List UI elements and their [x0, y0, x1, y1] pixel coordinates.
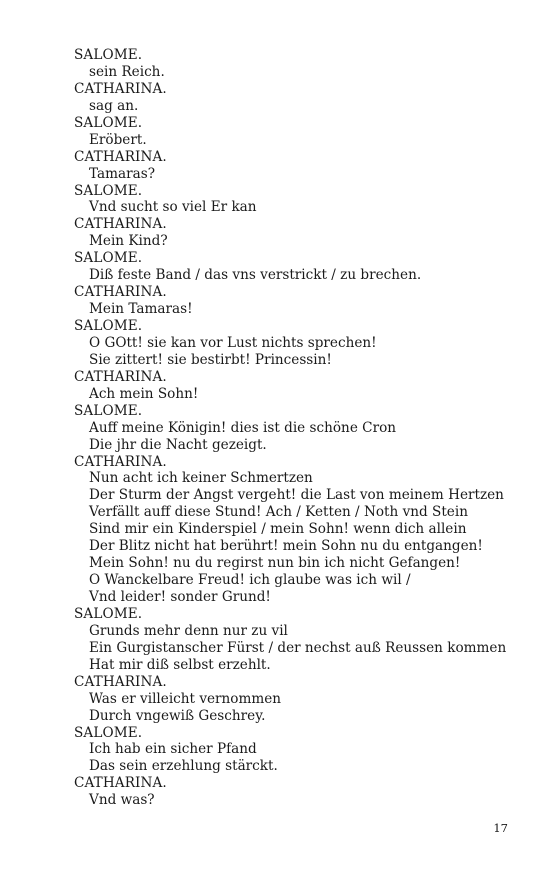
verse-line: Auff meine Königin! dies ist die schöne Cron: [89, 419, 397, 436]
verse-line: Verfällt auff diese Stund! Ach / Ketten / Noth vnd Stein: [89, 504, 468, 521]
verse-line: Sind mir ein Kinderspiel / mein Sohn! wenn dich allein: [89, 521, 467, 538]
speaker-name: SALOME.: [74, 402, 143, 419]
verse-line: O GOtt! sie kan vor Lust nichts sprechen!: [89, 334, 377, 351]
verse-line: Durch vngewiß Geschrey.: [89, 707, 266, 724]
speaker-name: CATHARINA.: [74, 148, 167, 165]
verse-line: Mein Sohn! nu du regirst nun bin ich nicht Gefangen!: [89, 555, 461, 572]
verse-line: Ich hab ein sicher Pfand: [89, 741, 257, 758]
verse-line: Diß feste Band / das vns verstrickt / zu brechen.: [89, 267, 422, 284]
speaker-name: SALOME.: [74, 47, 143, 63]
speaker-name: SALOME.: [74, 114, 143, 131]
verse-line: Vnd was?: [89, 792, 155, 809]
verse-line: Vnd leider! sonder Grund!: [89, 589, 271, 605]
verse-line: Hat mir diß selbst erzehlt.: [89, 656, 271, 673]
verse-line: sein Reich.: [89, 63, 165, 80]
verse-line: Die jhr die Nacht gezeigt.: [89, 436, 267, 453]
speaker-name: SALOME.: [74, 318, 143, 334]
verse-line: Eröbert.: [89, 131, 147, 148]
verse-line: Mein Kind?: [89, 233, 168, 250]
speaker-name: SALOME.: [74, 182, 143, 199]
speaker-name: CATHARINA.: [74, 284, 167, 301]
speaker-name: SALOME.: [74, 250, 143, 267]
drama-text: [74, 47, 514, 809]
verse-line: Sie zittert! sie bestirbt! Princessin!: [89, 351, 332, 368]
speaker-name: SALOME.: [74, 605, 143, 622]
verse-line: Mein Tamaras!: [89, 301, 193, 318]
speaker-name: CATHARINA.: [74, 216, 167, 233]
verse-line: Was er villeicht vernommen: [89, 690, 282, 707]
verse-line: Der Sturm der Angst vergeht! die Last von meinem Hertzen: [89, 487, 504, 504]
verse-line: Ach mein Sohn!: [89, 385, 199, 402]
speaker-name: CATHARINA.: [74, 775, 167, 792]
verse-line: Vnd sucht so viel Er kan: [89, 199, 257, 216]
verse-line: Der Blitz nicht hat berührt! mein Sohn nu du entgangen!: [89, 538, 483, 555]
verse-line: O Wanckelbare Freud! ich glaube was ich wil /: [89, 572, 411, 589]
verse-line: Ein Gurgistanscher Fürst / der nechst auß Reussen kommen: [89, 639, 507, 656]
speaker-name: SALOME.: [74, 724, 143, 741]
verse-line: Tamaras?: [89, 165, 155, 182]
verse-line: Nun acht ich keiner Schmertzen: [89, 470, 313, 487]
speaker-name: CATHARINA.: [74, 80, 167, 97]
verse-line: Grunds mehr denn nur zu vil: [89, 622, 288, 639]
verse-line: sag an.: [89, 97, 139, 114]
speaker-name: CATHARINA.: [74, 368, 167, 385]
speaker-name: CATHARINA.: [74, 673, 167, 690]
page-number: 17: [493, 821, 508, 835]
speaker-name: CATHARINA.: [74, 453, 167, 470]
verse-line: Das sein erzehlung stärckt.: [89, 758, 278, 775]
